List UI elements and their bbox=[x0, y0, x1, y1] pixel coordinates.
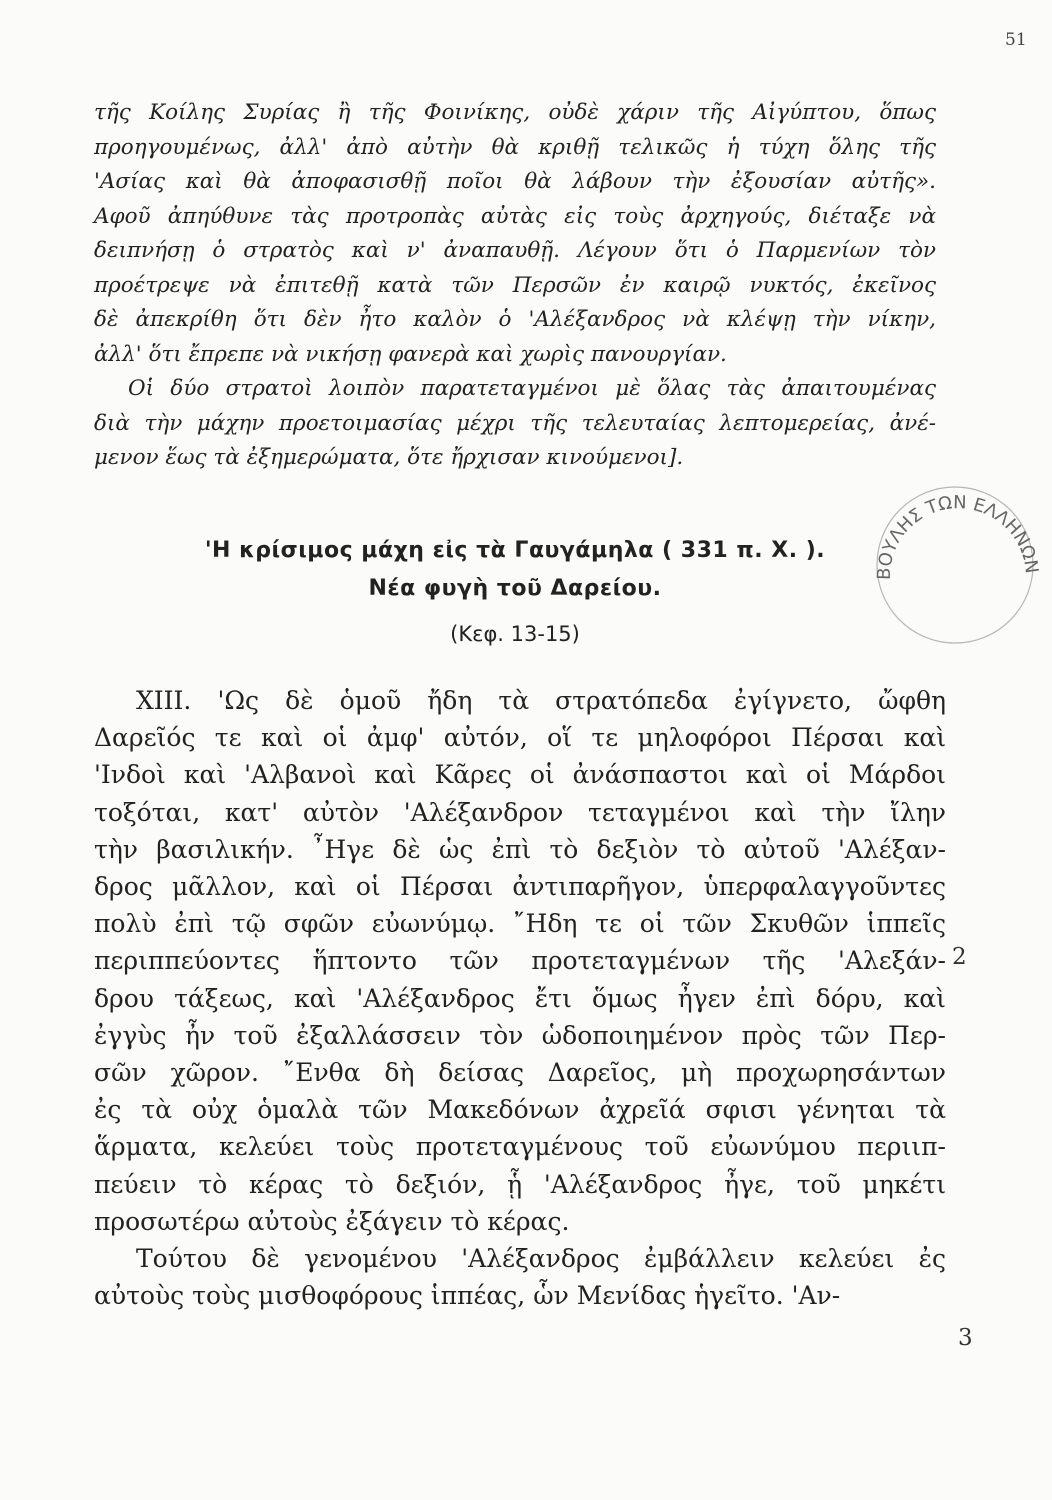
text-line: δὲ ἀπεκρίθη ὅτι δὲν ἦτο καλὸν ὁ 'Αλέξανδρος νὰ κλέψῃ τὴν νίκην, bbox=[94, 307, 936, 332]
main-paragraph-2 bbox=[94, 1240, 946, 1314]
chapter-reference: (Κεφ. 13-15) bbox=[450, 622, 580, 646]
intro-paragraph-2 bbox=[94, 372, 936, 476]
text-line: τῆς Κοίλης Συρίας ἢ τῆς Φοινίκης, οὐδὲ χάριν τῆς Αἰγύπτου, ὅπως bbox=[94, 100, 936, 125]
text-line: σῶν χῶρον. ῎Ενθα δὴ δείσας Δαρεῖος, μὴ προχωρησάντων bbox=[94, 1058, 946, 1088]
main-paragraph-1 bbox=[94, 682, 946, 1240]
text-line: XIII. 'Ως δὲ ὁμοῦ ἤδη τὰ στρατόπεδα ἐγίγνετο, ὤφθη bbox=[136, 686, 946, 715]
main-text bbox=[94, 682, 946, 1314]
text-line: τὴν βασιλικήν. ῏Ηγε δὲ ὡς ἐπὶ τὸ δεξιὸν τὸ αὐτοῦ 'Αλέξαν- bbox=[94, 834, 946, 864]
text-line: ἅρματα, κελεύει τοὺς προτεταγμένους τοῦ εὐωνύμου περιιπ- bbox=[94, 1132, 946, 1162]
text-line: πεύειν τὸ κέρας τὸ δεξιόν, ᾗ 'Αλέξανδρος ἦγε, τοῦ μηκέτι bbox=[94, 1169, 946, 1199]
text-line: περιππεύοντες ἥπτοντο τῶν προτεταγμένων τῆς 'Αλεξάν- bbox=[94, 946, 946, 976]
text-line: δειπνήσῃ ὁ στρατὸς καὶ ν' ἀναπαυθῇ. Λέγουν ὅτι ὁ Παρμενίων τὸν bbox=[94, 238, 936, 263]
intro-text bbox=[94, 96, 936, 476]
stamp-text: ΒΟΥΛΗΣ ΤΩΝ ΕΛΛΗΝΩΝ bbox=[873, 492, 1040, 581]
text-line: προσωτέρω αὐτοὺς ἐξάγειν τὸ κέρας. bbox=[94, 1206, 570, 1236]
text-line: Οἱ δύο στρατοὶ λοιπὸν παρατεταγμένοι μὲ ὅλας τὰς ἀπαιτουμένας bbox=[128, 376, 936, 401]
text-line: αὐτοὺς τοὺς μισθοφόρους ἱππέας, ὧν Μενίδας ἡγεῖτο. 'Αν- bbox=[94, 1281, 841, 1311]
text-line: ἐς τὰ οὐχ ὁμαλὰ τῶν Μακεδόνων ἀχρεῖά σφισι γένηται τὰ bbox=[94, 1095, 946, 1125]
text-line: διὰ τὴν μάχην προετοιμασίας μέχρι τῆς τελευταίας λεπτομερείας, ἀνέ- bbox=[94, 410, 936, 436]
page-number: 51 bbox=[1005, 30, 1027, 50]
text-line: 'Ασίας καὶ θὰ ἀποφασισθῇ ποῖοι θὰ λάβουν τὴν ἐξουσίαν αὐτῆς». bbox=[94, 169, 936, 194]
text-line: Αφοῦ ἀπηύθυνε τὰς προτροπὰς αὐτὰς εἰς τοὺς ἀρχηγούς, διέταξε νὰ bbox=[94, 203, 936, 229]
text-line: μενον ἕως τὰ ἐξημερώματα, ὅτε ἤρχισαν κινούμενοι]. bbox=[94, 445, 684, 470]
text-line: Τούτου δὲ γενομένου 'Αλέξανδρος ἐμβάλλειν κελεύει ἐς bbox=[136, 1244, 946, 1274]
text-line: προέτρεψε νὰ ἐπιτεθῇ κατὰ τῶν Περσῶν ἐν καιρῷ νυκτός, ἐκεῖνος bbox=[94, 272, 936, 298]
text-line: προηγουμένως, ἀλλ' ἀπὸ αὐτὴν θὰ κριθῇ τελικῶς ἡ τύχη ὅλης τῆς bbox=[94, 134, 936, 160]
section-subheading: Νέα φυγὴ τοῦ Δαρείου. bbox=[368, 576, 662, 601]
text-line: Δαρεῖός τε καὶ οἱ ἀμφ' αὐτόν, οἵ τε μηλοφόροι Πέρσαι καὶ bbox=[94, 723, 946, 753]
text-line: τοξόται, κατ' αὐτὸν 'Αλέξανδρον τεταγμένοι καὶ τὴν ἴλην bbox=[94, 797, 946, 827]
text-line: ἀλλ' ὅτι ἔπρεπε νὰ νικήσῃ φανερὰ καὶ χωρὶς πανουργίαν. bbox=[94, 341, 727, 367]
text-line: 'Ινδοὶ καὶ 'Αλβανοὶ καὶ Κᾶρες οἱ ἀνάσπαστοι καὶ οἱ Μάρδοι bbox=[94, 760, 946, 790]
section-heading: 'Η κρίσιμος μάχη εἰς τὰ Γαυγάμηλα ( 331 π. Χ. ). bbox=[204, 538, 826, 563]
text-line: πολὺ ἐπὶ τῷ σφῶν εὐωνύμῳ. ῎Ηδη τε οἱ τῶν Σκυθῶν ἱππεῖς bbox=[94, 909, 946, 939]
margin-section-number: 2 bbox=[952, 944, 967, 970]
text-line: ἐγγὺς ἦν τοῦ ἐξαλλάσσειν τὸν ὡδοποιημένον πρὸς τῶν Περ- bbox=[94, 1020, 946, 1050]
text-line: δρος μᾶλλον, καὶ οἱ Πέρσαι ἀντιπαρῆγον, ὑπερφαλαγγοῦντες bbox=[94, 872, 946, 902]
text-line: δρου τάξεως, καὶ 'Αλέξανδρος ἔτι ὅμως ἦγεν ἐπὶ δόρυ, καὶ bbox=[94, 983, 946, 1013]
intro-paragraph-1 bbox=[94, 96, 936, 372]
margin-section-number: 3 bbox=[958, 1325, 973, 1351]
svg-text:ΒΟΥΛΗΣ ΤΩΝ ΕΛΛΗΝΩΝ bbox=[874, 492, 1040, 580]
